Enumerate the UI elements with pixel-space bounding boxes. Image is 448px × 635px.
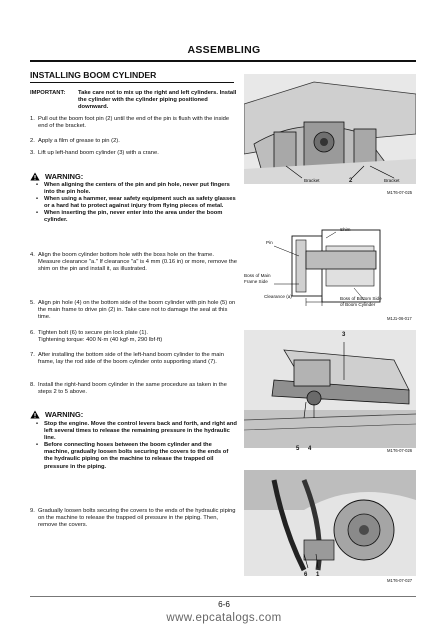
warning-item: • When aligning the centers of the pin and pin hole, never put fingers into the pin hole. xyxy=(36,182,238,196)
step-text: After installing the bottom side of the left-hand boom cylinder to the main frame, lay the rod side of the boom cylinder onto supporting stand (7). xyxy=(38,352,224,366)
label-bracket-right: Bracket xyxy=(384,178,400,183)
step-3 xyxy=(30,150,238,157)
step-number: 2. xyxy=(30,138,35,144)
figure-boom-foot-bracket xyxy=(244,74,416,195)
step-number: 7. xyxy=(30,352,35,358)
step-text: Pull out the boom foot pin (2) until the end of the pin is flush with the inside end of the bracket. xyxy=(38,116,230,130)
step-number: 9. xyxy=(30,508,35,514)
step-text: Lift up left-hand boom cylinder (3) with a crane. xyxy=(38,150,159,156)
footer-rule xyxy=(30,596,416,597)
warning-label: WARNING: xyxy=(45,410,84,419)
step-number: 1. xyxy=(30,116,35,122)
warning-heading xyxy=(30,172,83,181)
warning-item: • When inserting the pin, never enter into the area under the boom cylinder. xyxy=(36,210,238,224)
figure-code: M1T6-07-025 xyxy=(387,190,413,195)
warning-list xyxy=(36,182,238,225)
warning-label: WARNING: xyxy=(45,172,84,181)
figure-boom-cylinder-install xyxy=(244,330,416,456)
important-text: Take care not to mix up the right and left cylinders. Install the cylinder with the cylinder piping positioned downward. xyxy=(78,90,237,111)
warning-item: • When using a hammer, wear safety equipment such as safety glasses or a hard hat to protect against injury from flying pieces of metal. xyxy=(36,196,238,210)
warning-triangle-icon xyxy=(30,172,40,181)
step-number: 3. xyxy=(30,150,35,156)
label-bracket-left: Bracket xyxy=(304,178,320,183)
label-part-3: 3 xyxy=(342,332,346,338)
label-clearance: Clearance (a) xyxy=(264,294,292,299)
figure-code: M1T6-07-026 xyxy=(387,448,413,453)
label-boss-main-frame: Boss of Main Frame Side xyxy=(244,273,271,284)
figure-code: M1T6-07-027 xyxy=(387,578,413,583)
watermark-url[interactable]: www.epcatalogs.com xyxy=(166,612,282,624)
warning-item: • Before connecting hoses between the boom cylinder and the machine, gradually loosen bolts securing the covers to the ends of the hydraulic piping on the machine to release the trapped oil pressure in the piping. xyxy=(36,442,238,470)
warning-list xyxy=(36,421,238,471)
step-number: 4. xyxy=(30,252,35,258)
warning-item: • Stop the engine. Move the control levers back and forth, and right and left several times to release the remaining pressure in the hydraulic line. xyxy=(36,421,238,442)
label-part-4: 4 xyxy=(308,446,312,452)
hydraulic-piping-photo xyxy=(244,470,416,576)
step-text: Align pin hole (4) on the bottom side of the boom cylinder with pin hole (5) on the main frame to drive pin (2) in. Take care not to damage the seal at this time. xyxy=(38,300,236,321)
boom-foot-photo xyxy=(244,74,416,184)
label-pin: Pin xyxy=(266,240,273,245)
section-rule xyxy=(30,82,234,83)
tightening-torque: Tightening torque: 400 N·m (40 kgf·m, 290 lbf·ft) xyxy=(38,337,163,344)
step-8 xyxy=(30,382,238,396)
step-6 xyxy=(30,330,238,344)
step-text: Gradually loosen bolts securing the covers to the ends of the hydraulic piping on the machine to release the trapped oil pressure in the piping. Then, remove the covers. xyxy=(38,508,236,529)
important-label: IMPORTANT: xyxy=(30,90,66,96)
step-7 xyxy=(30,352,238,366)
label-boss-boom-cylinder: Boss of Bottom Side of Boom Cylinder xyxy=(340,296,382,307)
step-number: 5. xyxy=(30,300,35,306)
step-text: Tighten bolt (6) to secure pin lock plate (1). xyxy=(38,330,148,336)
step-5 xyxy=(30,300,238,321)
step-9 xyxy=(30,508,238,529)
label-part-2: 2 xyxy=(349,178,353,184)
page-number: 6-6 xyxy=(218,600,230,609)
warning-heading xyxy=(30,410,83,419)
label-part-6: 6 xyxy=(304,572,308,578)
page-title: ASSEMBLING xyxy=(187,44,261,56)
warning-triangle-icon xyxy=(30,410,40,419)
step-text: Align the boom cylinder bottom hole with the boss hole on the frame. Measure clearance "a." If clearance "a" is 4 mm (0.16 in) or more, remove the shim on the pin and install it, as illustrated. xyxy=(38,252,237,273)
step-number: 6. xyxy=(30,330,35,336)
step-1 xyxy=(30,116,238,130)
label-shim: Shim xyxy=(340,227,351,232)
label-part-1: 1 xyxy=(316,572,320,578)
label-part-5: 5 xyxy=(296,446,300,452)
step-text: Apply a film of grease to pin (2). xyxy=(38,138,120,144)
section-heading: INSTALLING BOOM CYLINDER xyxy=(30,70,157,80)
figure-code: M1J1-06-017 xyxy=(387,316,412,321)
figure-hydraulic-piping xyxy=(244,470,416,588)
step-4 xyxy=(30,252,238,273)
step-text: Install the right-hand boom cylinder in the same procedure as taken in the steps 2 to 5 above. xyxy=(38,382,227,396)
title-rule xyxy=(30,60,416,62)
step-2 xyxy=(30,138,238,145)
boom-cylinder-photo xyxy=(244,330,416,448)
figure-shim-clearance xyxy=(244,226,416,326)
step-number: 8. xyxy=(30,382,35,388)
